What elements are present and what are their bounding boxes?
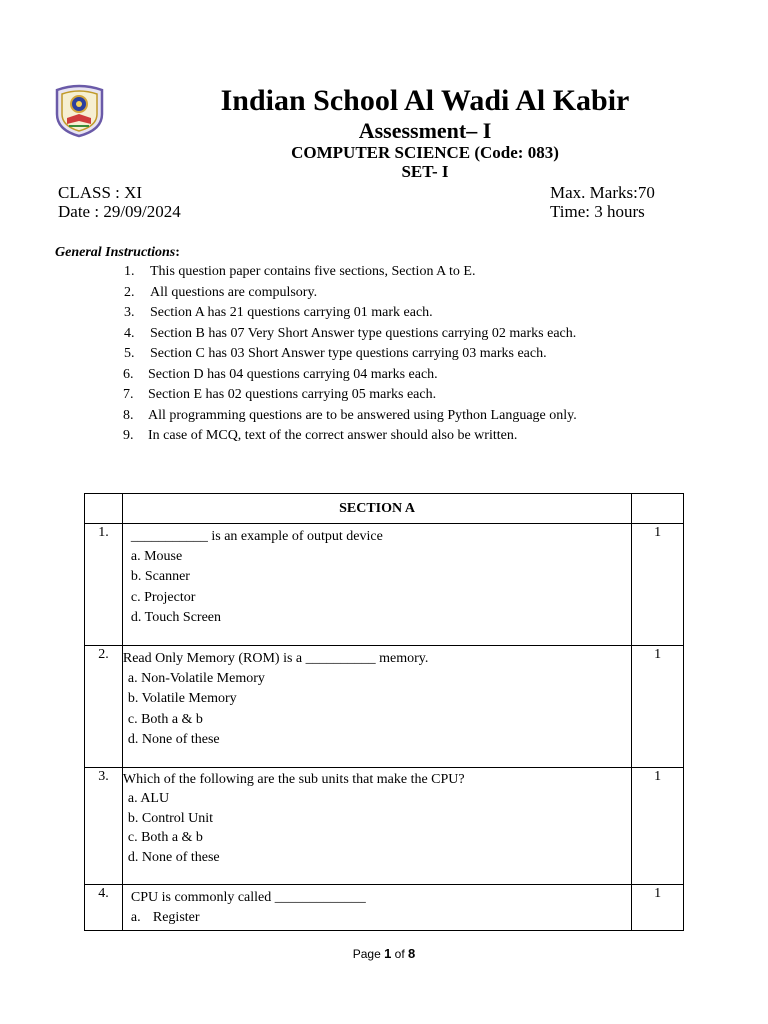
instruction-item: 6. Section D has 04 questions carrying 04 marks each. <box>123 366 438 382</box>
option: a. Mouse <box>130 549 183 564</box>
instructions-list <box>0 262 768 447</box>
question-row <box>85 885 684 931</box>
option: c. Projector <box>130 589 196 605</box>
instruction-item: 3. Section A has 21 questions carrying 01 mark each. <box>124 305 433 320</box>
instruction-item: 2. All questions are compulsory. <box>124 284 318 300</box>
date-label: Date : 29/09/2024 <box>58 202 181 221</box>
subject-title: COMPUTER SCIENCE (Code: 083) <box>291 143 559 162</box>
question-row <box>85 646 684 768</box>
set-label: SET- I <box>401 162 449 181</box>
section-title: SECTION A <box>122 494 631 524</box>
option: c. Both a & b <box>127 711 203 727</box>
question-row <box>85 768 684 885</box>
question-row <box>85 524 684 646</box>
question-marks: 1 <box>632 768 684 885</box>
questions-table <box>84 493 684 931</box>
page-footer: Page 1 of 8 <box>352 946 416 961</box>
question-body <box>122 768 631 885</box>
option: d. None of these <box>127 849 220 865</box>
option: d. None of these <box>127 731 220 747</box>
page-number: 1 <box>384 946 392 961</box>
question-marks: 1 <box>632 885 684 931</box>
option: a. Non-Volatile Memory <box>127 671 265 686</box>
max-marks-label: Max. Marks:70 <box>550 183 655 202</box>
option: d. Touch Screen <box>130 609 221 625</box>
option: b. Control Unit <box>127 810 214 826</box>
instruction-item: 9. In case of MCQ, text of the correct answer should also be written. <box>123 428 518 443</box>
page-total: 8 <box>408 946 416 961</box>
question-text: ___________ is an example of output device <box>130 529 383 544</box>
question-marks: 1 <box>632 524 684 646</box>
school-crest-icon <box>53 84 106 138</box>
option: a. ALU <box>127 791 170 806</box>
option: a. Register <box>130 910 200 925</box>
instruction-item: 5. Section C has 03 Short Answer type questions carrying 03 marks each. <box>124 346 547 361</box>
option: b. Volatile Memory <box>127 691 237 707</box>
instruction-item: 7. Section E has 02 questions carrying 05 marks each. <box>123 387 437 402</box>
option: c. Both a & b <box>127 830 203 845</box>
question-number: 1. <box>85 524 123 646</box>
option: b. Scanner <box>130 569 190 585</box>
question-body <box>122 646 631 768</box>
instruction-item: 8. All programming questions are to be answered using Python Language only. <box>123 407 577 423</box>
question-text: Which of the following are the sub units that make the CPU? <box>122 772 465 787</box>
class-label: CLASS : XI <box>58 183 143 202</box>
school-name: Indian School Al Wadi Al Kabir <box>220 84 630 117</box>
assessment-title: Assessment– I <box>358 118 492 143</box>
question-body <box>122 524 631 646</box>
question-number: 3. <box>85 768 123 885</box>
instruction-item: 4. Section B has 07 Very Short Answer type questions carrying 02 marks each. <box>124 325 577 341</box>
question-number: 4. <box>85 885 123 931</box>
question-number: 2. <box>85 646 123 768</box>
section-header-row <box>85 494 684 524</box>
question-body <box>122 885 631 931</box>
question-text: Read Only Memory (ROM) is a __________ memory. <box>122 651 429 666</box>
time-label: Time: 3 hours <box>550 202 645 221</box>
question-text: CPU is commonly called _____________ <box>130 890 366 905</box>
instruction-item: 1. This question paper contains five sections, Section A to E. <box>124 264 476 279</box>
instructions-heading: General Instructions: <box>55 245 180 260</box>
question-marks: 1 <box>632 646 684 768</box>
